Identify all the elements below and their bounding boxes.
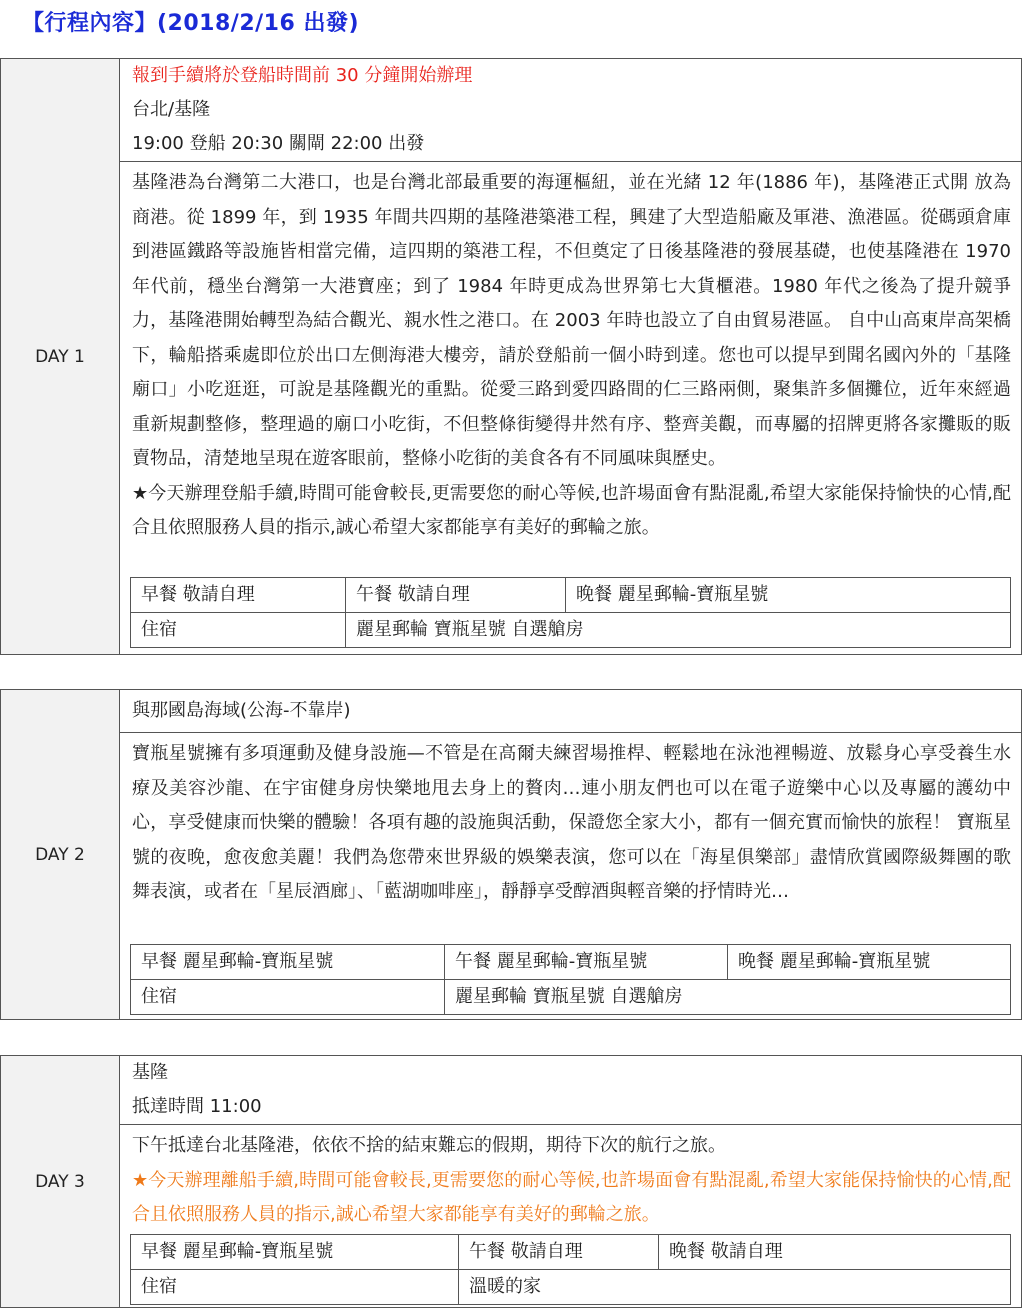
dinner-cell: 晚餐 麗星郵輪-寶瓶星號 <box>727 945 1010 979</box>
description: 下午抵達台北基隆港，依依不捨的結束難忘的假期，期待下次的航行之旅。 <box>132 1135 726 1156</box>
dinner-cell: 晚餐 敬請自理 <box>658 1235 1010 1269</box>
day-label: DAY 1 <box>1 59 120 654</box>
arrival-time: 抵達時間 11:00 <box>132 1096 262 1117</box>
location: 與那國島海域(公海-不靠岸) <box>132 700 351 721</box>
breakfast-cell: 早餐 麗星郵輪-寶瓶星號 <box>141 951 334 972</box>
lodging-label: 住宿 <box>141 619 177 640</box>
day-content <box>120 690 1021 1019</box>
day-label: DAY 2 <box>1 690 120 1019</box>
meals-row <box>131 578 1010 612</box>
dinner-cell: 晚餐 麗星郵輪-寶瓶星號 <box>565 578 1010 612</box>
lunch-cell: 午餐 敬請自理 <box>345 578 565 612</box>
meals-row <box>131 1235 1010 1269</box>
meals-table <box>130 577 1011 648</box>
lodging-value: 溫暖的家 <box>458 1270 1010 1304</box>
day-3-section <box>0 1055 1022 1308</box>
boarding-notice: 報到手續將於登船時間前 30 分鐘開始辦理 <box>132 65 473 86</box>
location: 基隆 <box>132 1062 168 1083</box>
day-content <box>120 1056 1021 1307</box>
lodging-value: 麗星郵輪 寶瓶星號 自選艙房 <box>345 613 1010 647</box>
lodging-value: 麗星郵輪 寶瓶星號 自選艙房 <box>444 980 1010 1014</box>
day-2-section <box>0 689 1022 1020</box>
lodging-label: 住宿 <box>141 986 177 1007</box>
day-1-section <box>0 58 1022 655</box>
meals-row <box>131 945 1010 979</box>
lunch-cell: 午餐 麗星郵輪-寶瓶星號 <box>444 945 727 979</box>
meals-table <box>130 1234 1011 1305</box>
page-title: 【行程內容】(2018/2/16 出發) <box>22 11 359 36</box>
breakfast-cell: 早餐 敬請自理 <box>141 584 255 605</box>
lodging-label: 住宿 <box>141 1276 177 1297</box>
breakfast-cell: 早餐 麗星郵輪-寶瓶星號 <box>141 1241 334 1262</box>
description: 基隆港為台灣第二大港口，也是台灣北部最重要的海運樞紐，並在光緒 12 年(1886 年)，基隆港正式開 放為商港。從 1899 年，到 1935 年間共四期的基隆港築港工程，興建了大型造船廠及軍港、漁港區。從碼頭倉庫到港區鐵路等設施皆相當完備，這四期的築港工程，不但奠定了日後基隆港的發展基礎，也使基隆港在 1970 年代前，穩坐台灣第一大港寶座；到了 1984 年時更成為世界第七大貨櫃港。1980 年代之後為了提升競爭力，基隆港開始轉型為結合觀光、親水性之港口。在 2003 年時也設立了自由貿易港區。 自中山高東岸高架橋下，輪船搭乘處即位於出口左側海港大樓旁，請於登船前一個小時到達。您也可以提早到聞名國內外的「基隆廟口」小吃逛逛，可說是基隆觀光的重點。從愛三路到愛四路間的仁三路兩側，聚集許多個攤位，近年來經過重新規劃整修，整理過的廟口小吃街，不但整條街變得井然有序、整齊美觀，而專屬的招牌更將各家攤販的販賣物品，清楚地呈現在遊客眼前，整條小吃街的美食各有不同風味與歷史。 <box>132 172 1011 469</box>
lodging-row <box>131 1269 1010 1304</box>
day-label: DAY 3 <box>1 1056 120 1307</box>
lodging-row <box>131 979 1010 1014</box>
day-content <box>120 59 1021 654</box>
description: 寶瓶星號擁有多項運動及健身設施—不管是在高爾夫練習場推桿、輕鬆地在泳池裡暢遊、放鬆身心享受養生水療及美容沙龍、在宇宙健身房快樂地甩去身上的贅肉…連小朋友們也可以在電子遊樂中心以及專屬的護幼中心，享受健康而快樂的體驗！各項有趣的設施與活動，保證您全家大小，都有一個充實而愉快的旅程！ 寶瓶星號的夜晚，愈夜愈美麗！我們為您帶來世界級的娛樂表演，您可以在「海星俱樂部」盡情欣賞國際級舞團的歌舞表演，或者在「星辰酒廊」、「藍湖咖啡座」，靜靜享受醇酒與輕音樂的抒情時光… <box>132 743 1011 902</box>
remark: ★今天辦理離船手續,時間可能會較長,更需要您的耐心等候,也許場面會有點混亂,希望大家能保持愉快的心情,配合且依照服務人員的指示,誠心希望大家都能享有美好的郵輪之旅。 <box>132 1169 1011 1225</box>
lunch-cell: 午餐 敬請自理 <box>458 1235 658 1269</box>
location: 台北/基隆 <box>132 99 211 120</box>
remark: ★今天辦理登船手續,時間可能會較長,更需要您的耐心等候,也許場面會有點混亂,希望大家能保持愉快的心情,配合且依照服務人員的指示,誠心希望大家都能享有美好的郵輪之旅。 <box>132 482 1011 538</box>
meals-table <box>130 944 1011 1015</box>
schedule-times: 19:00 登船 20:30 關閘 22:00 出發 <box>132 133 425 154</box>
lodging-row <box>131 612 1010 647</box>
